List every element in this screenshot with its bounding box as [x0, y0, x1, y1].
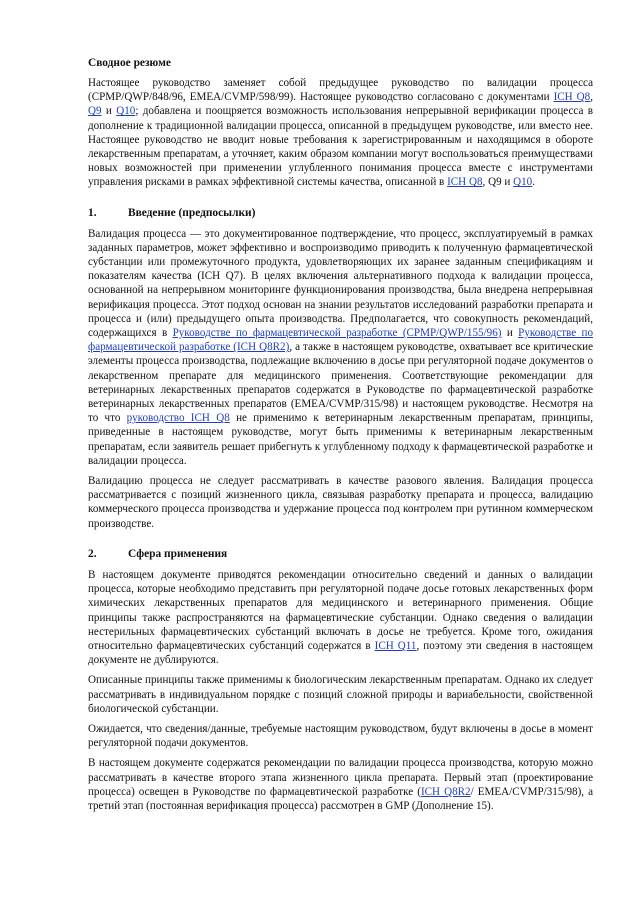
reference-link[interactable]: Q10: [513, 176, 533, 189]
text-run: / EMEA/CVMP/315/98), а третий этап (постоянная верификация процесса) рассмотрен в GMP (Дополнение 15).: [88, 785, 593, 812]
section-2-paragraph-4: [88, 756, 593, 813]
reference-link[interactable]: руководство ICH Q8: [126, 412, 230, 425]
text-run: не применимо к ветеринарным лекарственным препаратам, принципы, приведенные в настоящем руководстве, могут быть применимы к ветеринарным лекарственным препаратам, если заявитель решает прибегнуть к углубленному подходу к фармацевтической разработке и валидации процесса.: [88, 412, 594, 467]
text-run: Валидация процесса — это документированное подтверждение, что процесс, эксплуатируемый в рамках заданных параметров, может эффективно и воспроизводимо приводить к полученную фармацевтической субстанции или промежуточного продукта, удовлетворяющих их заранее заданным спецификациям и показателям качества (ICH Q7). В целях включения альтернативного подхода к валидации процесса, основанной на непрерывном мониторинге функционирования производства, была внедрена непрерывная верификация процесса. Этот подход основан на знании результатов исследований разработки препарата и процесса и (или) предыдущего опыта производства. Предполагается, что совокупность рекомендаций, содержащихся в: [88, 227, 593, 340]
reference-link[interactable]: ICH Q8: [447, 176, 483, 189]
reference-link[interactable]: ICH Q11: [374, 639, 417, 652]
reference-link[interactable]: Q9: [88, 105, 102, 118]
section-2-title: Сфера применения: [128, 547, 228, 560]
section-2-paragraph-1: [88, 568, 593, 667]
text-run: .: [532, 176, 535, 189]
text-run: , а также в настоящем руководстве, охватывает все критические элементы процесса производства, подлежащие включению в досье при регуляторной подаче документов о лекарственном препарате для медицинского применения. Соответствующие рекомендации для ветеринарных лекарственных препаратов содержатся в Руководстве по фармацевтической разработке ветеринарных лекарственных препаратов (EMEA/CVMP/315/98) и настоящем руководстве. Несмотря на то что: [88, 341, 593, 425]
text-run: Настоящее руководство заменяет собой предыдущее руководство по валидации процесса (CPMP/QWP/848/96, EMEA/CVMP/598/99). Настоящее руководство согласовано с документами: [88, 77, 593, 104]
reference-link[interactable]: Руководстве по фармацевтической разработке (ICH Q8R2): [88, 327, 594, 354]
section-1-heading: [88, 206, 593, 220]
reference-link[interactable]: ICH Q8R2: [420, 785, 471, 798]
document-page: [88, 56, 593, 819]
text-run: ,: [590, 91, 593, 104]
summary-paragraph: [88, 76, 593, 190]
section-1-title: Введение (предпосылки): [128, 206, 256, 219]
section-1-number: 1.: [88, 206, 97, 219]
section-2-paragraph-2: Описанные принципы также применимы к биологическим лекарственным препаратам. Однако их следует рассматривать в индивидуальном порядке с позиций сложной природы и вариабельности, свойственной биологической субстанции.: [88, 674, 593, 715]
reference-link[interactable]: Q10: [116, 105, 136, 118]
text-run: В настоящем документе приводятся рекомендации относительно сведений и данных о валидации процесса, которые необходимо представить при регуляторной подаче досье готовых лекарственных форм химических лекарственных препаратов для медицинского и ветеринарного применения. Общие принципы также распространяются на фармацевтические субстанции. Однако сведения о валидации нестерильных фармацевтических субстанций включать в досье не требуется. Кроме того, ожидания относительно фармацевтических субстанций содержатся в: [88, 568, 593, 652]
section-2-number: 2.: [88, 547, 97, 560]
section-1-paragraph-1: [88, 227, 593, 468]
text-run: и: [501, 327, 519, 340]
text-run: ; добавлена и поощряется возможность использования непрерывной верификации процесса в дополнение к традиционной валидации процесса, описанной в предыдущем руководстве, или вместо нее. Настоящее руководство не вводит новые требования к зарегистрированным и находящимся в обороте лекарственным препаратам, а уточняет, каким образом компании могут воспользоваться преимуществами новых возможностей при применении углубленного понимания процесса вместе с инструментами управления рисками в рамках эффективной системы качества, описанной в: [88, 105, 594, 189]
section-2-heading: [88, 547, 593, 561]
section-2-paragraph-3: Ожидается, что сведения/данные, требуемые настоящим руководством, будут включены в досье в момент регуляторной подачи документов.: [88, 722, 593, 750]
text-run: В настоящем документе содержатся рекомендации по валидации процесса производства, которую можно рассматривать в качестве второго этапа жизненного цикла препарата. Первый этап (проектирование процесса) освещен в Руководстве по фармацевтической разработке (: [88, 757, 593, 798]
section-1-paragraph-2: Валидацию процесса не следует рассматривать в качестве разового явления. Валидация процесса рассматривается с позиций жизненного цикла, связывая разработку препарата и процесса, валидацию коммерческого процесса производства и удержание процесса под контролем при рутинном коммерческом производстве.: [88, 475, 593, 530]
text-run: и: [101, 105, 117, 118]
text-run: , поэтому эти сведения в настоящем документе не дублируются.: [88, 639, 593, 667]
text-run: , Q9 и: [482, 176, 514, 189]
reference-link[interactable]: ICH Q8: [553, 91, 591, 104]
summary-heading: Сводное резюме: [88, 57, 171, 69]
reference-link[interactable]: Руководстве по фармацевтической разработке (CPMP/QWP/155/96): [172, 327, 502, 340]
